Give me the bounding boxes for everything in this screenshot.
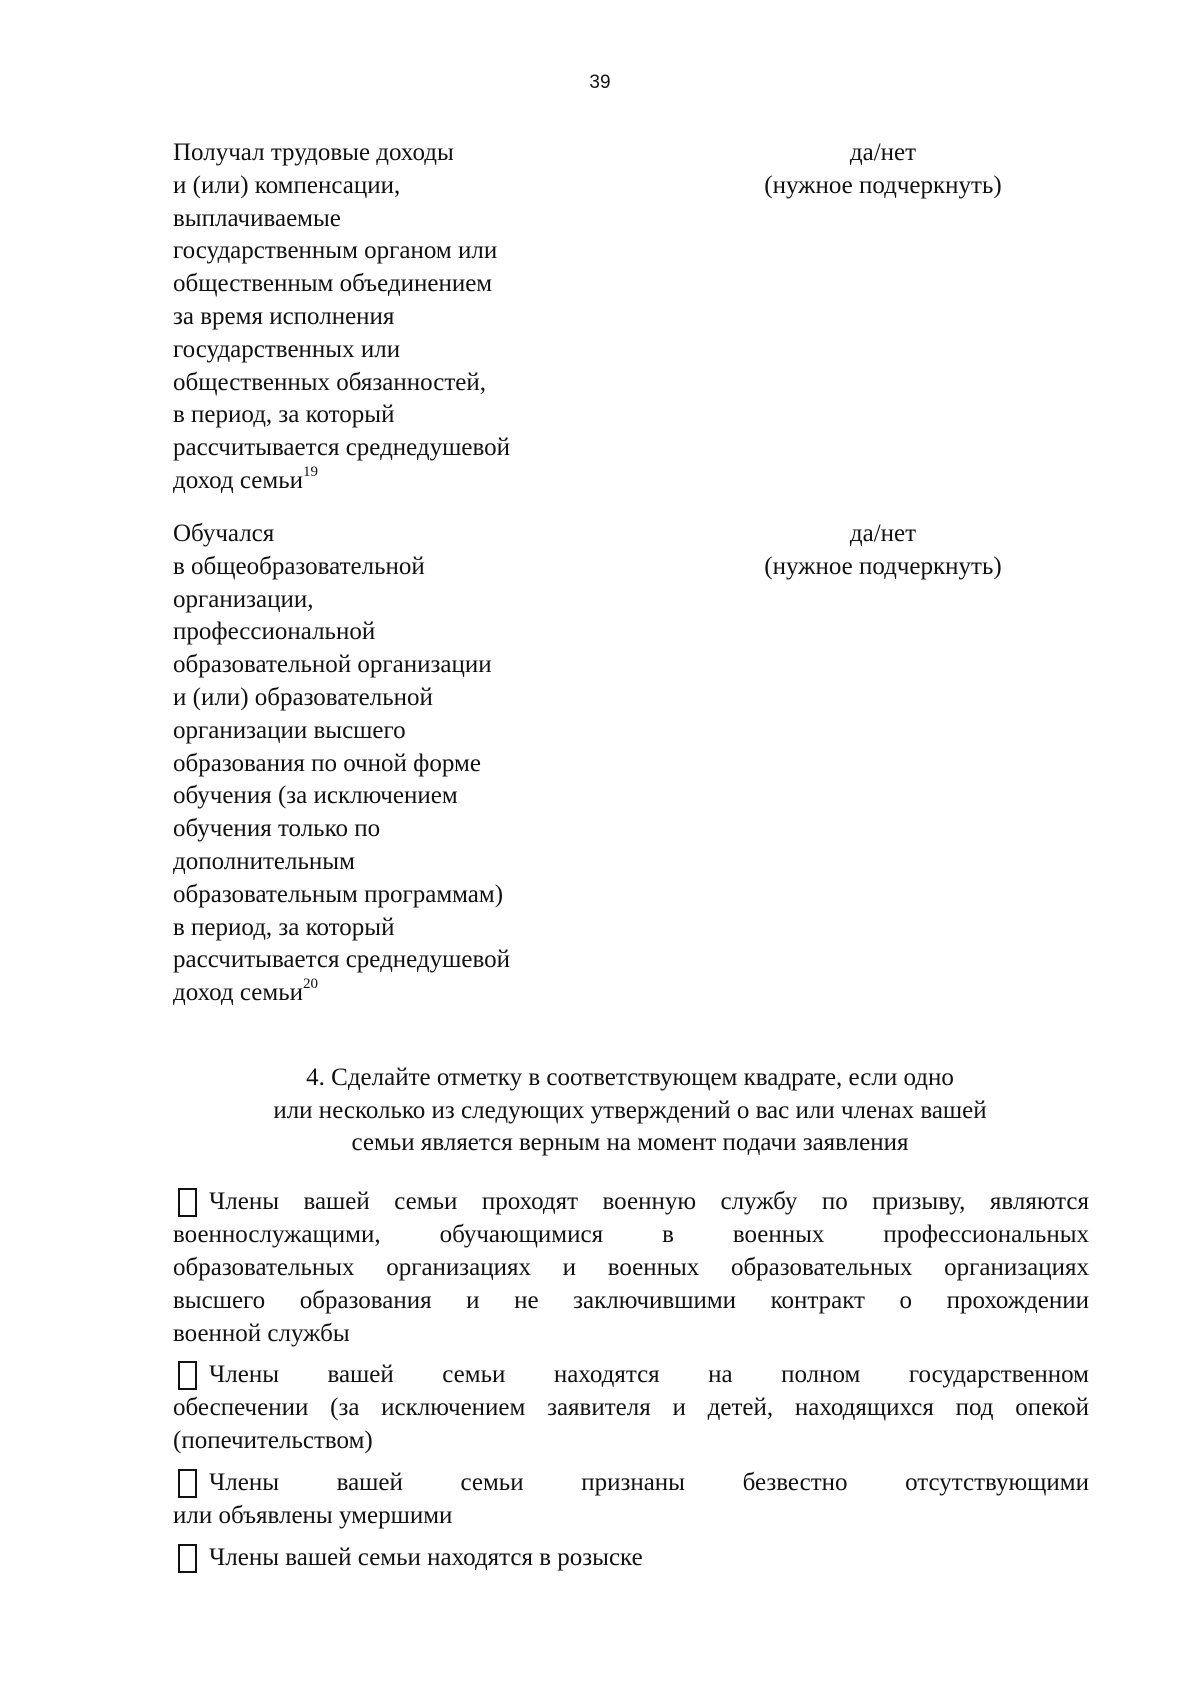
label-line-last	[173, 465, 593, 498]
checkbox[interactable]	[178, 1361, 197, 1390]
label-line: и (или) компенсации,	[173, 171, 401, 199]
answer-options[interactable]: да/нет	[849, 139, 917, 166]
label-line: Получал трудовые доходы	[173, 139, 454, 166]
label-line: и (или) образовательной	[173, 683, 433, 711]
label-line: за время исполнения	[173, 302, 395, 330]
label-line: государственных или	[173, 335, 401, 363]
answer-options[interactable]: да/нет	[849, 520, 917, 547]
checkbox[interactable]	[178, 1544, 197, 1573]
label-line: организации,	[173, 585, 314, 613]
checkbox-item-state-support	[173, 1358, 1089, 1457]
item-line: Члены вашей семьи находятся на полном государственном	[209, 1361, 1089, 1388]
section-heading	[200, 1062, 1060, 1160]
answer-field[interactable]	[693, 137, 1073, 203]
label-line: дополнительным	[173, 847, 355, 875]
item-line: (попечительством)	[173, 1427, 373, 1454]
checkbox-item-missing-or-deceased	[173, 1466, 1089, 1532]
item-line: Члены вашей семьи проходят военную службу по призыву, являются	[209, 1188, 1089, 1215]
label-line: в общеобразовательной	[173, 552, 425, 580]
item-line: военнослужащими, обучающимися в военных профессиональных	[173, 1221, 1089, 1248]
label-line: профессиональной	[173, 618, 376, 646]
checkbox-item-military-service	[173, 1185, 1089, 1350]
footnote-marker: 19	[303, 463, 318, 480]
answer-hint: (нужное подчеркнуть)	[764, 552, 1002, 580]
question-label	[173, 518, 593, 1010]
heading-line: 4. Сделайте отметку в соответствующем квадрате, если одно	[306, 1064, 954, 1091]
label-text: доход семьи	[173, 979, 303, 1007]
item-line: или объявлены умершими	[173, 1502, 453, 1529]
label-line: в период, за который	[173, 913, 395, 941]
label-line: образовательным программам)	[173, 880, 504, 908]
label-line: рассчитывается среднедушевой	[173, 434, 511, 462]
label-line: обучения только по	[173, 815, 381, 843]
heading-line: семьи является верным на момент подачи заявления	[351, 1129, 909, 1156]
item-line: Члены вашей семьи признаны безвестно отсутствующими	[209, 1469, 1089, 1496]
label-line: образования по очной форме	[173, 749, 481, 777]
checkbox[interactable]	[178, 1188, 197, 1217]
item-line: обеспечении (за исключением заявителя и детей, находящихся под опекой	[173, 1394, 1089, 1421]
label-line-last	[173, 977, 593, 1010]
item-line: военной службы	[173, 1320, 350, 1347]
item-line: высшего образования и не заключившими контракт о прохождении	[173, 1287, 1089, 1314]
label-line: образовательной организации	[173, 651, 492, 679]
item-line: Члены вашей семьи находятся в розыске	[209, 1544, 643, 1571]
page-number: 39	[589, 72, 611, 93]
checkbox[interactable]	[178, 1469, 197, 1498]
checkbox-item-wanted	[173, 1541, 1089, 1574]
label-line: в период, за который	[173, 401, 395, 429]
label-line: Обучался	[173, 520, 275, 547]
label-line: общественных обязанностей,	[173, 368, 486, 396]
label-line: организации высшего	[173, 716, 406, 744]
answer-field[interactable]	[693, 518, 1073, 584]
question-label	[173, 137, 593, 498]
answer-hint: (нужное подчеркнуть)	[764, 171, 1002, 199]
label-line: выплачиваемые	[173, 204, 341, 232]
item-line: образовательных организациях и военных образовательных организациях	[173, 1254, 1089, 1281]
label-text: доход семьи	[173, 466, 303, 494]
label-line: обучения (за исключением	[173, 782, 458, 810]
footnote-marker: 20	[303, 976, 318, 993]
label-line: общественным объединением	[173, 270, 493, 298]
label-line: государственным органом или	[173, 237, 498, 265]
heading-line: или несколько из следующих утверждений о вас или членах вашей	[273, 1096, 987, 1124]
label-line: рассчитывается среднедушевой	[173, 946, 511, 974]
